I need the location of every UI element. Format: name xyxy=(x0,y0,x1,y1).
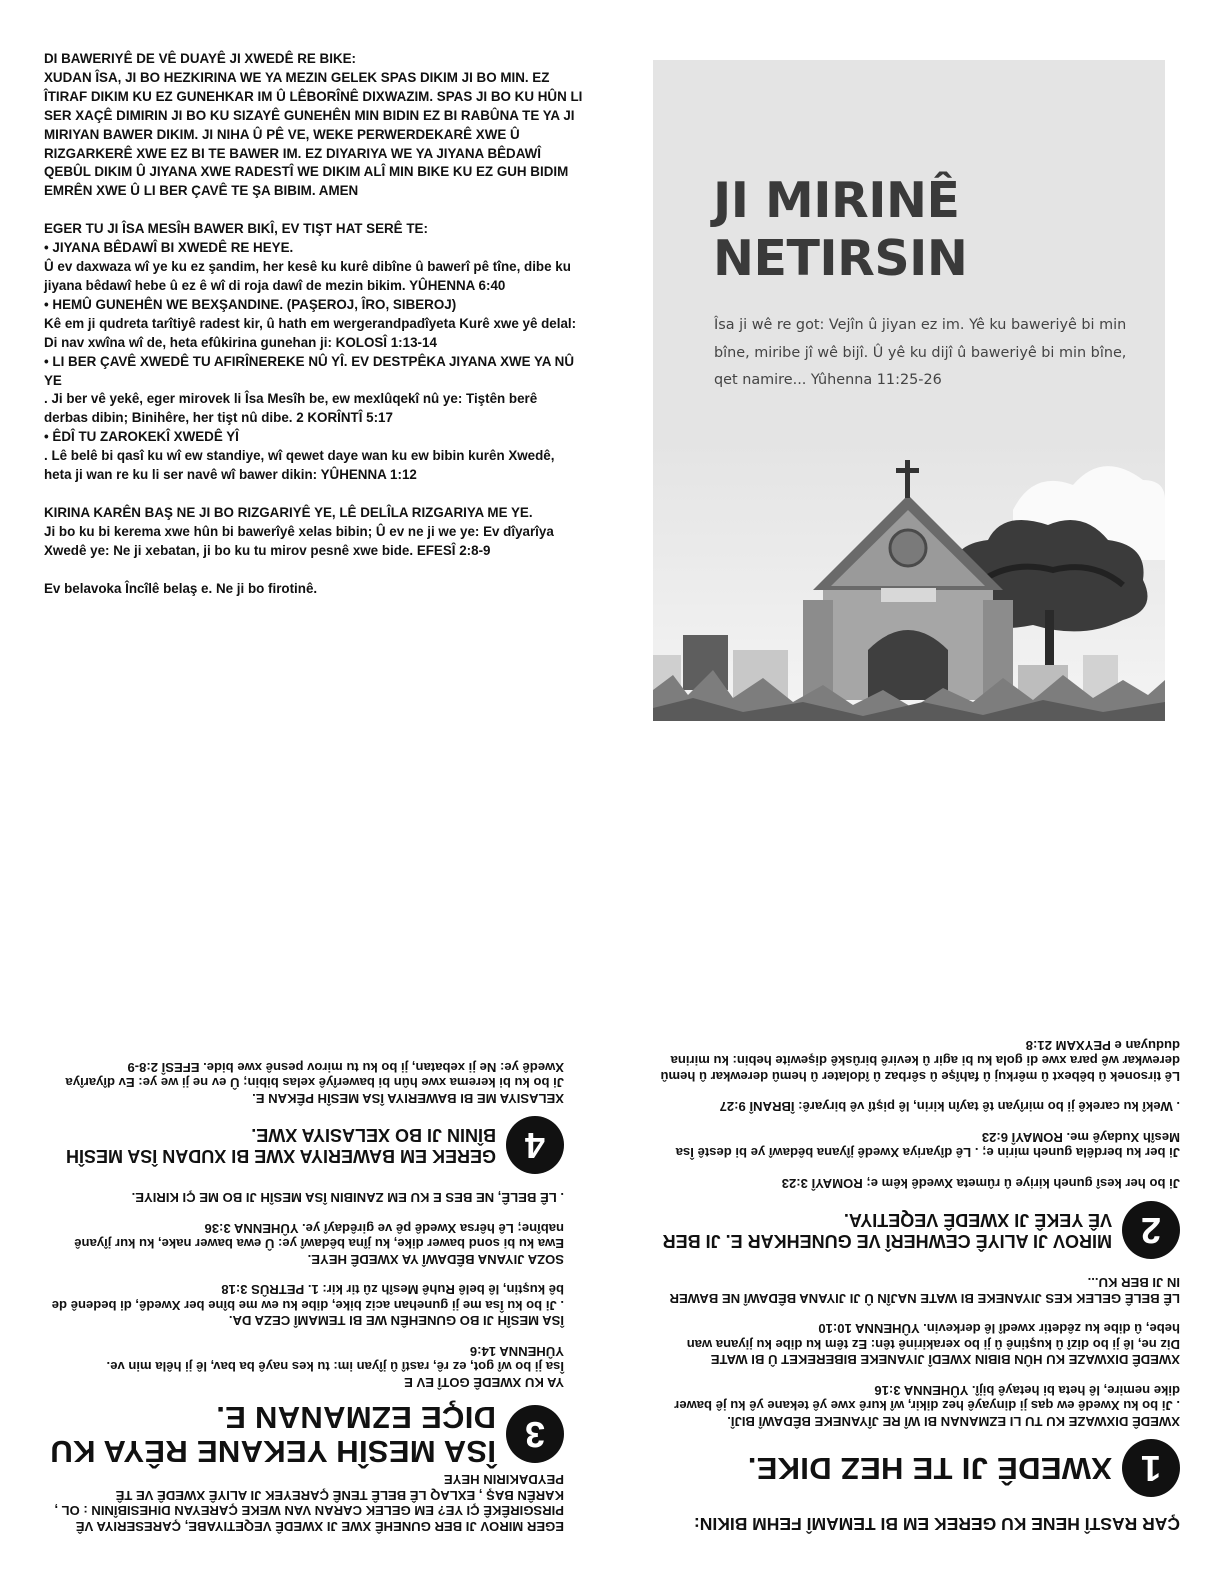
cover-verse: Îsa ji wê re got: Vejîn û jiyan ez im. Yê ku baweriyê bi min bîne, miribe jî wê bijî. Û yê ku dijî û baweriyê bi min bîne, qet namire... Yûhenna 11:25-26 xyxy=(714,317,1127,388)
assurance-1-text: Û ev daxwaza wî ye ku ez şandim, her kesê ku kurê dibîne û bawerî pê tîne, dibe ku jiyana bêdawî hebe û ez ê wî di roja dawî de mezin bikim. YÛHENNA 6:40 xyxy=(44,259,571,293)
good-works-heading: KIRINA KARÊN BAŞ NE JI BO RIZGARIYÊ YE, LÊ DELÎLA RIZGARIYA ME YE. xyxy=(44,504,533,520)
step-2-title: MIROV JI ALIYÊ CEWHERÎ VE GUNEHKAR E. JI BER VÊ YEKÊ JI XWEDÊ VEQETIYA. xyxy=(662,1210,1112,1251)
assurance-3-text: . Ji ber vê yekê, eger mirovek li Îsa Mesîh be, ew mexlûqekî nû ye: Tiştên berê derbas dibin; Binihêre, her tişt nû dibe. 2 KORÎNTÎ 5:17 xyxy=(44,391,538,426)
step-4-text-2: Ji bo ku bi kerema xwe hûn bi bawerîyê xelas bibin; Û ev ne ji we ye: Ev dîyarîya Xwedê ye: Ne ji xebatan, ji bo ku tu mirov pesnê xwe bide. EFESÎ 2:8-9 xyxy=(65,1060,564,1091)
cover-panel xyxy=(653,60,1165,721)
cover-title-line-2: NETIRSIN xyxy=(713,230,968,287)
assurance-3: • LI BER ÇAVÊ XWEDÊ TU AFIRÎNEREKE NÛ YÎ. EV DESTPÊKA JIYANA XWE YA NÛ YE xyxy=(44,353,574,388)
step-2-text-1: Ji bo her kesî guneh kiriye û rûmeta Xwedê kêm e; ROMAYÎ 3:23 xyxy=(781,1176,1180,1191)
step-1-title: XWEDÊ JI TE HEZ DIKE. xyxy=(747,1451,1112,1486)
step-1-text-2: . Ji bo ku Xwedê ew qas ji dinyayê hez dikir, wî kurê xwe yê tekane yê ku jê bawer dike nemire, lê heta bi hetayê bijî. YÛHENNA 3:16 xyxy=(674,1383,1180,1414)
step-4-title: GEREK EM BAWERIYA XWE BI XUDAN ÎSA MESÎH BÎNIN JI BO XELASIYA XWE. xyxy=(65,1125,496,1166)
step-3-text-7: . LÊ BELÊ, NE BES E KU EM ZANIBIN ÎSA MESÎH JI BO ME ÇI KIRIYE. xyxy=(131,1190,564,1206)
spacer xyxy=(44,485,584,504)
step-1-text-4: Diz ne, lê ji bo dizî û kuştinê û ji bo xerakirinê tên: Ez têm ku dibe ku jiyana wan hebe, û dibe ku zêdetir xwedî lê derkevin. YÛHENNA 10:10 xyxy=(686,1321,1180,1352)
step-3-header xyxy=(44,1400,564,1468)
prayer-heading: DI BAWERIYÊ DE VÊ DUAYÊ JI XWEDÊ RE BIKE: xyxy=(44,51,357,66)
four-truths-intro: ÇAR RASTÎ HENE KU GEREK EM BI TEMAMÎ FEHM BIKIN: xyxy=(693,1514,1180,1534)
inverted-fold xyxy=(0,792,1224,1584)
step-3-text-6: Ewa ku bi sond bawer dike, ku jîna bêdawî ye: Û ewa bawer nake, ku kur jîyanê nabîne; Lê hêrsa Xwedê pê ve girêdayî ye. YÛHENNA 3:36 xyxy=(74,1221,564,1252)
step-3-text-3: ÎSA MESÎH JI BO GUNEHÊN WE BI TEMAMÎ CEZA DA. xyxy=(228,1313,564,1329)
step-number-badge: 3 xyxy=(506,1405,564,1463)
steps-panel-three-four xyxy=(44,1060,564,1535)
assurance-2-text: Kê em ji qudreta tarîtiyê radest kir, û hath em wergerandpadîyeta Kurê xwe yê delal: Di nav xwîna wî de, heta efûkirina gunehan ji: KOLOSÎ 1:13-14 xyxy=(44,315,577,350)
step-2-header xyxy=(660,1201,1180,1259)
step-number-badge: 1 xyxy=(1122,1439,1180,1497)
steps-panel-one-two xyxy=(660,1038,1180,1535)
step-3-text-1: YA KU XWEDÊ GOTÎ EV E xyxy=(404,1375,564,1390)
step-3-text-5: SOZA JIYANA BÊDAWÎ YA XWEDÊ HEYE. xyxy=(307,1252,564,1267)
step-2-text-3: . Wekî ku carekê ji bo mirîyan tê tayîn kirin, lê piştî vê biryarê: ÎBRANÎ 9:27 xyxy=(719,1099,1180,1115)
step-number-badge: 2 xyxy=(1122,1201,1180,1259)
step-3-text-4: . Ji bo ku Îsa me ji gunehan aciz bike, dibe ku ew me bîne ber Xwedê, di bedenê de bê kuştin, lê belê Ruhê Mesîh zû tir kir: 1. PETRÛS 3:18 xyxy=(51,1282,564,1313)
assurance-2: • HEMÛ GUNEHÊN WE BEXŞANDINE. (PAŞEROJ, ÎRO, SIBEROJ) xyxy=(44,296,457,312)
step-1-text-5: LÊ BELÊ GELEK KES JIYANEKE BI WATE NAJÎN Û JI JIYANA BÊDAWÎ NE BAWER IN JI BER KU... xyxy=(669,1275,1180,1306)
solution-preface: EGER MIROV JI BER GUNEHÊ XWE JI XWEDÊ VEQETIYABE, ÇARESERIYA VÊ PIRSGIRÊKÊ ÇI YE? EM GELEK CARAN VAN WEKE ÇAREYAN DIHESIBÎNIN : OL , KARÊN BAŞ , EXLAQ LÊ BELÊ TENÊ ÇAREYEK JI ALIYÊ XWEDÊ VE TÊ PEYDAKIRIN HEYE xyxy=(54,1472,564,1534)
step-3-title: ÎSA MESÎH YEKANE RÊYA KU DIÇE EZMANAN E. xyxy=(50,1400,496,1469)
cover-title xyxy=(713,172,967,288)
step-number-badge: 4 xyxy=(506,1116,564,1174)
step-4-text-1: XELASIYA ME BI BAWERIYA ÎSA MESÎH PÊKAN E. xyxy=(252,1091,564,1106)
assurance-4-text: . Lê belê bi qasî ku wî ew standiye, wî qewet daye wan ku ew bibin kurên Xwedê, heta ji wan re ku li ser navê wî bawer dikin: YÛHENNA 1:12 xyxy=(44,448,555,483)
step-2-text-4: Lê tirsonek û bêbext û mêrkuj û fahîşe û sêrbaz û îdolater û hemû derewkar û hemû derewkar wê para xwe di gola ku bi agir û kevirê birûskê dişewite hebin: ku mirina duduyan e PEYXAM 21:8 xyxy=(660,1038,1180,1084)
step-2-text-2: Ji ber ku berdêla guneh mirin e; . Lê dîyariya Xwedê jîyana bêdawî ye bi destê Îsa Mesîh Xudayê me. ROMAYÎ 6:23 xyxy=(675,1130,1180,1161)
step-1-text-3: XWEDÊ DIXWAZE KU HÛN BIBIN XWEDÎ JIYANEKE BIBEREKET Û BI WATE xyxy=(710,1352,1180,1368)
assurance-4: • ÊDÎ TU ZAROKEKÎ XWEDÊ YÎ xyxy=(44,429,239,445)
assurance-1: • JIYANA BÊDAWÎ BI XWEDÊ RE HEYE. xyxy=(44,240,294,256)
step-4-header xyxy=(44,1116,564,1174)
chapel-cemetery-photo xyxy=(653,440,1165,721)
step-3-text-2: Îsa ji bo wî got, ez rê, rastî û jîyan im: tu kes nayê ba bav, lê ji hêla min ve. YÛHENNA 14:6 xyxy=(106,1344,564,1375)
step-1-text-1: XWEDÊ DIXWAZE KU TU LI EZMANAN BI WÎ RE JÎYANEKE BÊDAWÎ BIJÎ. xyxy=(727,1414,1180,1429)
prayer-panel xyxy=(44,50,584,599)
free-tract-note: Ev belavoka Încîlê belaş e. Ne ji bo firotinê. xyxy=(44,580,318,596)
assurance-heading: EGER TU JI ÎSA MESÎH BAWER BIKÎ, EV TIŞT HAT SERÊ TE: xyxy=(44,221,428,237)
spacer xyxy=(44,561,584,580)
step-1-header xyxy=(660,1439,1180,1497)
prayer-text: XUDAN ÎSA, JI BO HEZKIRINA WE YA MEZIN GELEK SPAS DIKIM JI BO MIN. EZ ÎTIRAF DIKIM KU EZ GUNEHKAR IM Û LÊBORÎNÊ DIXWAZIM. SPAS JI BO KU HÛN LI SER XAÇÊ DIMIRIN JI BO KU SIZAYÊ GUNEHÊN MIN BIDIN EZ BI RABÛNA TE YA JI MIRIYAN BAWER DIKIM. JI NIHA Û PÊ VE, WEKE PERWERDEKARÊ XWE Û RIZGARKERÊ XWE EZ BI TE BAWER IM. EZ DIYARIYA WE YA JIYANA BÊDAWÎ QEBÛL DIKIM Û JIYANA XWE RADESTÎ WE DIKIM ALÎ MIN BIKE KU EZ GUH BIDIM EMRÊN XWE Û LI BER ÇAVÊ TE ŞA BIBIM. AMEN xyxy=(44,69,583,199)
cover-title-line-1: JI MIRINÊ xyxy=(713,172,960,229)
spacer xyxy=(44,201,584,220)
good-works-text: Ji bo ku bi kerema xwe hûn bi bawerîyê xelas bibin; Û ev ne ji we ye: Ev dîyarîya Xwedê ye: Ne ji xebatan, ji bo ku tu mirov pesnê xwe bide. EFESÎ 2:8-9 xyxy=(44,523,554,558)
